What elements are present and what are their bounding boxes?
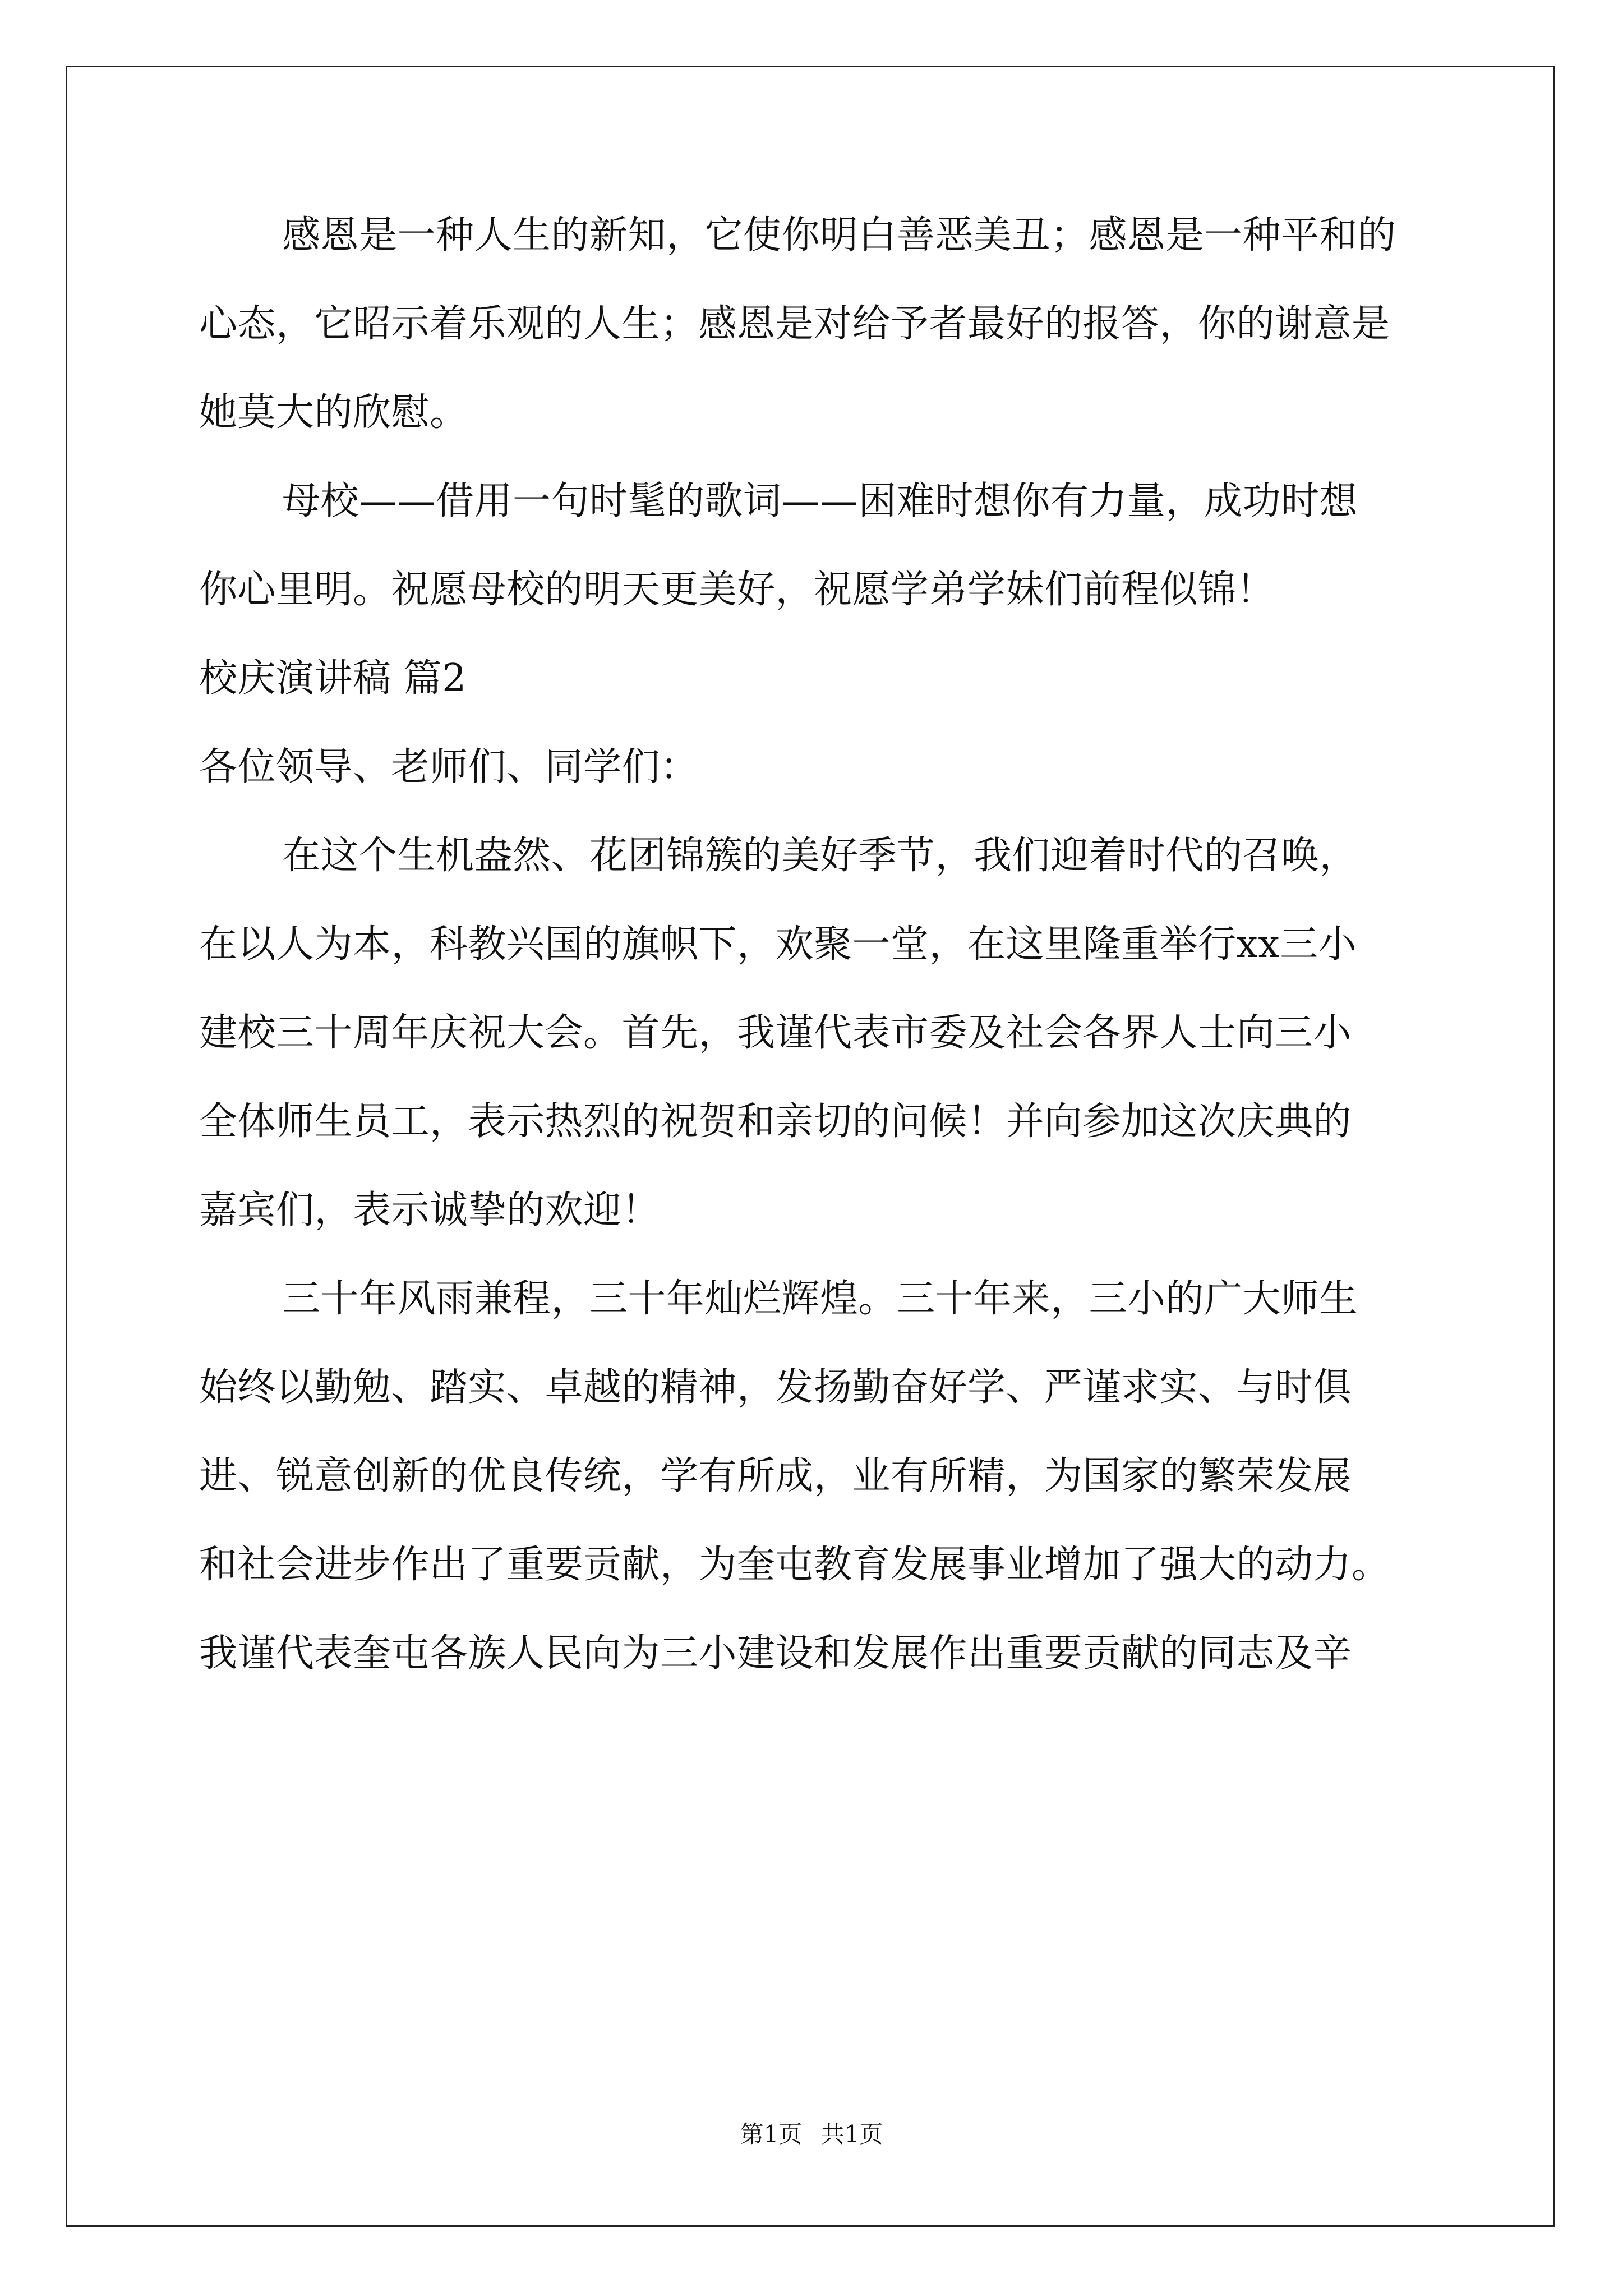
- salutation: 各位领导、老师们、同学们：: [199, 745, 699, 789]
- paragraph-line: 和社会进步作出了重要贡献，为奎屯教育发展事业增加了强大的动力。: [199, 1543, 1390, 1587]
- paragraph-line: 你心里明。祝愿母校的明天更美好，祝愿学弟学妹们前程似锦！: [199, 568, 1275, 612]
- paragraph-line: 三十年风雨兼程，三十年灿烂辉煌。三十年来，三小的广大师生: [282, 1277, 1358, 1321]
- paragraph-line: 母校——借用一句时髦的歌词——困难时想你有力量，成功时想: [282, 479, 1358, 523]
- paragraph-line: 在以人为本，科教兴国的旗帜下，欢聚一堂，在这里隆重举行xx三小: [199, 922, 1357, 967]
- paragraph-line: 建校三十周年庆祝大会。首先，我谨代表市委及社会各界人士向三小: [199, 1011, 1352, 1055]
- paragraph-line: 进、锐意创新的优良传统，学有所成，业有所精，为国家的繁荣发展: [199, 1454, 1352, 1498]
- page-number: 第1页: [740, 2120, 803, 2148]
- paragraph-line: 嘉宾们，表示诚挚的欢迎！: [199, 1188, 661, 1232]
- section-heading: 校庆演讲稿 篇2: [199, 656, 467, 701]
- paragraph-line: 心态，它昭示着乐观的人生；感恩是对给予者最好的报答，你的谢意是: [199, 302, 1390, 346]
- page-footer: [0, 2118, 1623, 2151]
- paragraph-line: 感恩是一种人生的新知，它使你明白善恶美丑；感恩是一种平和的: [282, 213, 1396, 257]
- page-total: 共1页: [820, 2120, 883, 2148]
- paragraph-line: 始终以勤勉、踏实、卓越的精神，发扬勤奋好学、严谨求实、与时俱: [199, 1365, 1352, 1410]
- paragraph-line: 在这个生机盎然、花团锦簇的美好季节，我们迎着时代的召唤，: [282, 834, 1358, 878]
- paragraph-line: 全体师生员工，表示热烈的祝贺和亲切的问候！并向参加这次庆典的: [199, 1099, 1352, 1144]
- paragraph-line: 我谨代表奎屯各族人民向为三小建设和发展作出重要贡献的同志及辛: [199, 1631, 1352, 1676]
- paragraph-line: 她莫大的欣慰。: [199, 390, 468, 435]
